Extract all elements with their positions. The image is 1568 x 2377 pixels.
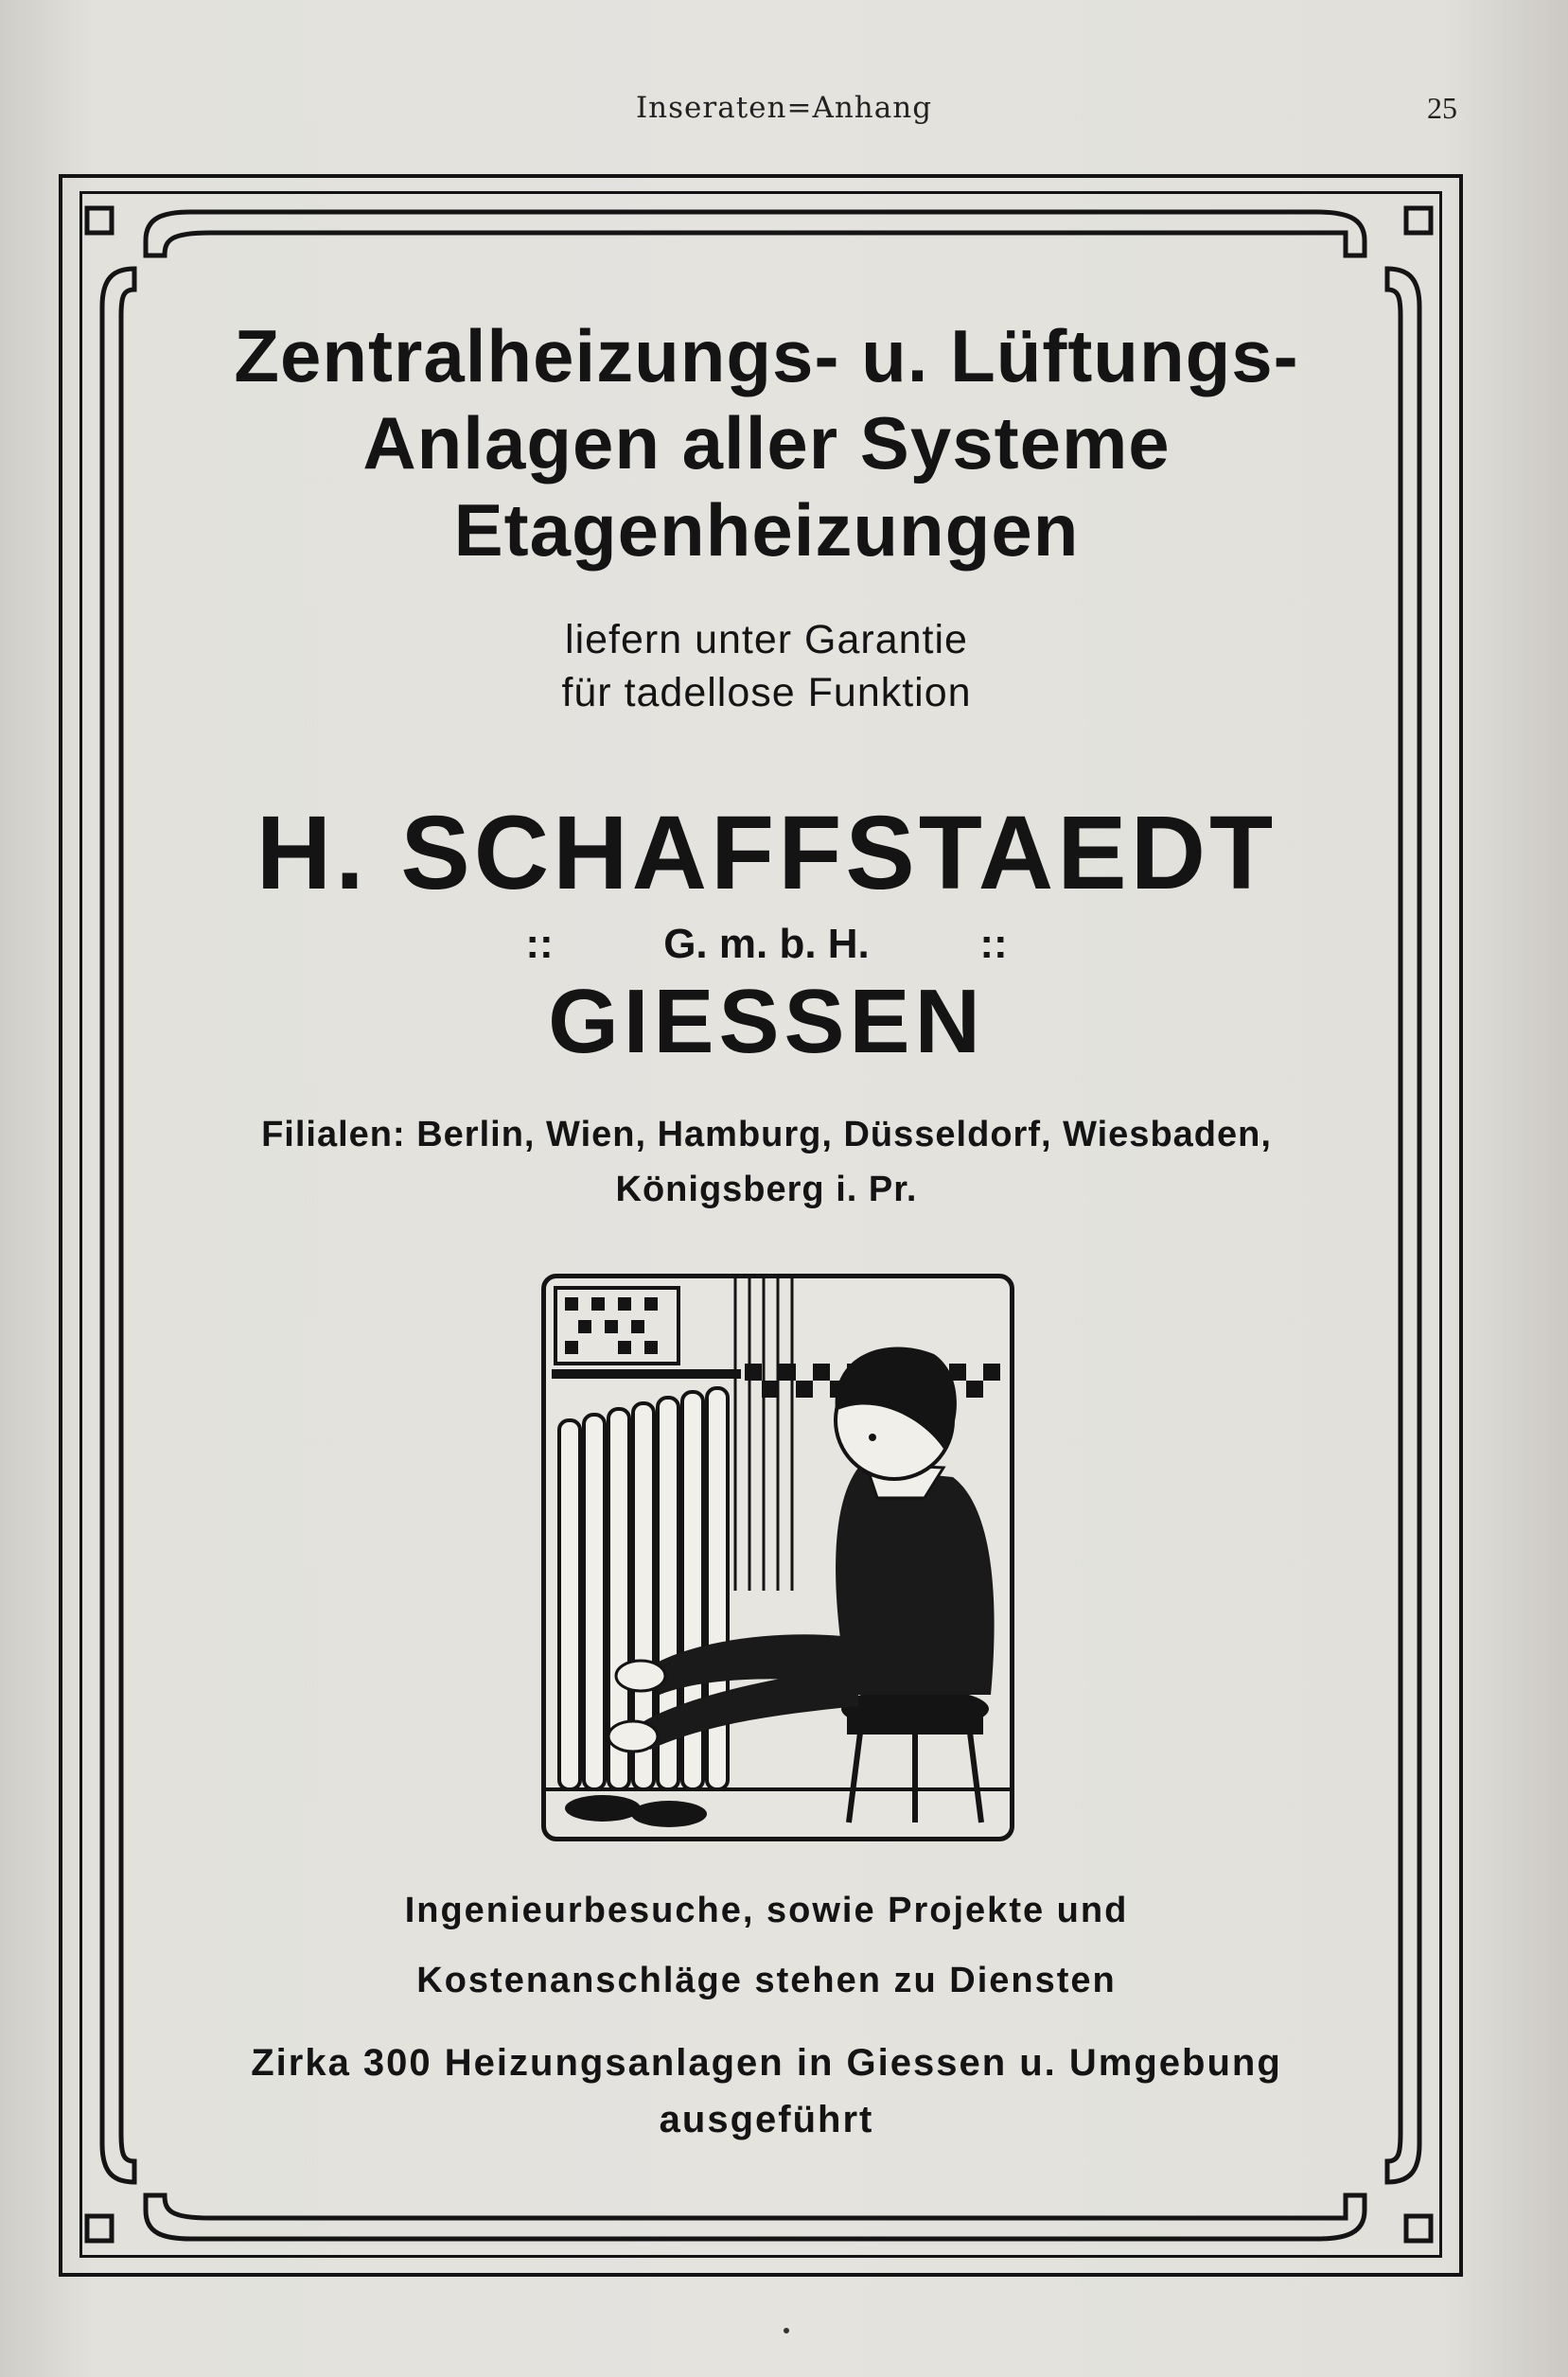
branches-line-2: Königsberg i. Pr. [615, 1170, 918, 1209]
tagline-line-2: für tadellose Funktion [561, 670, 972, 715]
installations-line-1: Zirka 300 Heizungsanlagen in Giessen u. Umgebung [251, 2042, 1282, 2084]
city-name: GIESSEN [548, 971, 985, 1072]
services-line-1: Ingenieurbesuche, sowie Projekte und [404, 1891, 1129, 1930]
tagline-line-1: liefern unter Garantie [565, 617, 968, 662]
services-text [142, 1875, 1391, 2016]
installations-text [142, 2034, 1391, 2148]
headline-line-2: Anlagen aller Systeme [362, 401, 1171, 484]
separator-left: :: [525, 921, 554, 967]
legal-form: G. m. b. H. [663, 921, 870, 967]
installations-line-2: ausgeführt [659, 2099, 874, 2140]
headline-line-3: Etagenheizungen [453, 488, 1080, 572]
child-radiator-illustration [541, 1274, 1014, 1841]
child-radiator-icon [546, 1278, 1010, 1837]
tagline [142, 613, 1391, 719]
page-number: 25 [1427, 91, 1457, 125]
legal-form-row [142, 918, 1391, 971]
headline-line-1: Zentralheizungs- u. Lüftungs- [234, 314, 1299, 397]
services-line-2: Kostenanschläge stehen zu Diensten [416, 1961, 1117, 2000]
running-head: Inseraten=Anhang [635, 91, 933, 125]
branches-line-1: Filialen: Berlin, Wien, Hamburg, Düsseldorf, Wiesbaden, [261, 1115, 1272, 1154]
ad-content [142, 312, 1391, 1217]
company-name: H. SCHAFFSTAEDT [255, 795, 1277, 911]
print-speck [784, 2328, 789, 2333]
branches [142, 1107, 1391, 1217]
separator-right: :: [979, 921, 1008, 967]
